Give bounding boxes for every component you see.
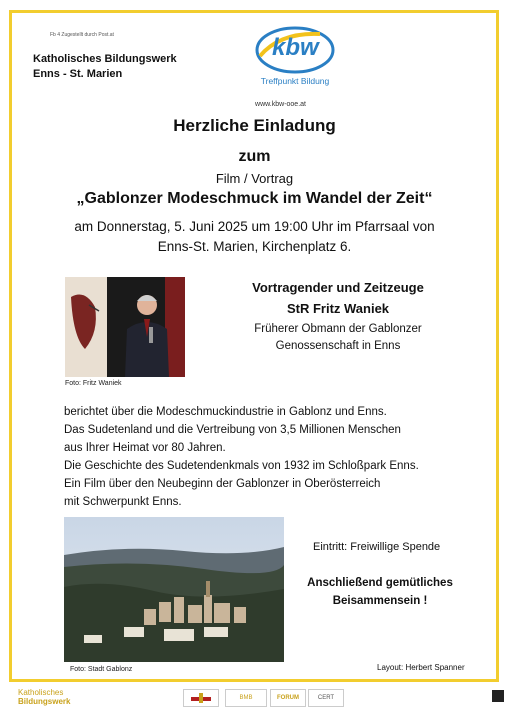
- description-line: aus Ihrer Heimat vor 80 Jahren.: [64, 442, 226, 454]
- city-photo: [64, 517, 284, 662]
- city-photo-caption: Foto: Stadt Gablonz: [70, 666, 133, 673]
- kbw-logo: [250, 22, 340, 92]
- logo-word: kbw: [272, 34, 319, 61]
- description-line: berichtet über die Modeschmuckindustrie in Gablonz und Enns.: [64, 406, 387, 418]
- speaker-photo: [65, 277, 185, 377]
- website: www.kbw-ooe.at: [255, 101, 306, 108]
- invitation-heading: Herzliche Einladung: [173, 116, 336, 135]
- event-description: [64, 403, 484, 511]
- speaker-role: Vortragender und Zeitzeuge: [252, 280, 424, 295]
- cert-badge: CERT: [308, 689, 344, 707]
- speaker-name: StR Fritz Waniek: [286, 301, 390, 316]
- corner-mark-icon: [492, 690, 504, 702]
- logo-subtitle: Treffpunkt Bildung: [260, 76, 330, 86]
- footer-logo: Katholisches Bildungswerk: [18, 688, 71, 706]
- forum-badge: FORUM: [270, 689, 306, 707]
- afterwards-note: Anschließend gemütliches Beisammensein !: [307, 577, 453, 607]
- organization-name: Katholisches Bildungswerk Enns - St. Marien: [33, 53, 177, 80]
- speaker-photo-caption: Foto: Fritz Waniek: [65, 380, 122, 387]
- entry-fee: Eintritt: Freiwillige Spende: [313, 541, 441, 553]
- description-line: Ein Film über den Neubeginn der Gablonzer in Oberösterreich: [64, 478, 381, 490]
- speaker-description: Früherer Obmann der Gablonzer Genossenschaft in Enns: [254, 323, 422, 352]
- invitation-zum: zum: [238, 148, 271, 165]
- layout-credit: Layout: Herbert Spanner: [377, 663, 465, 672]
- description-line: mit Schwerpunkt Enns.: [64, 496, 182, 508]
- bmb-badge: BMB: [225, 689, 267, 707]
- event-details: am Donnerstag, 5. Juni 2025 um 19:00 Uhr im Pfarrsaal von Enns-St. Marien, Kirchenplatz 6.: [74, 219, 435, 254]
- event-type: Film / Vortrag: [215, 171, 294, 186]
- church-logo-icon: [183, 689, 219, 707]
- postal-note: Fb 4 Zugestellt durch Post.at: [50, 32, 114, 38]
- description-line: Die Geschichte des Sudetendenkmals von 1932 im Schloßpark Enns.: [64, 460, 419, 472]
- event-title: „Gablonzer Modeschmuck im Wandel der Zeit“: [76, 190, 433, 207]
- description-line: Das Sudetenland und die Vertreibung von 3,5 Millionen Menschen: [64, 424, 401, 436]
